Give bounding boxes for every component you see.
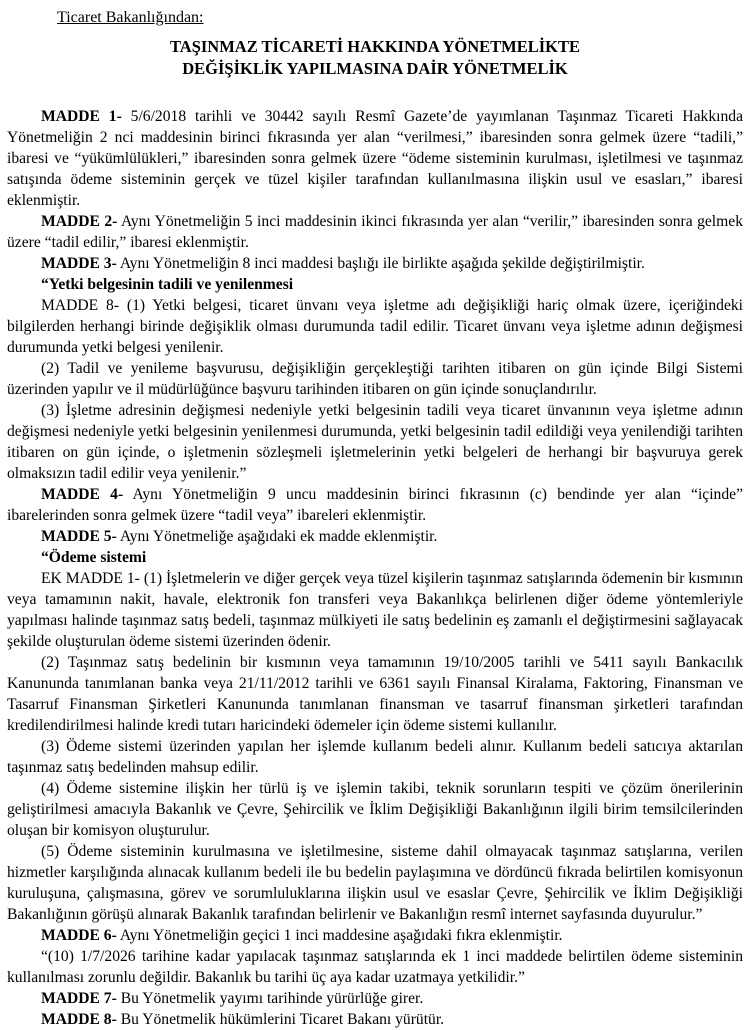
paragraph-text: EK MADDE 1- (1) İşletmelerin ve diğer gerçek veya tüzel kişilerin taşınmaz satışlarında ödemenin bir kısmının veya tamamının nakit, havale, elektronik fon transferi veya Bakanlıkça belirlenen diğer ödeme yöntemleriyle yapılması halinde taşınmaz satış bedeli, taşınmaz mülkiyeti ile satış bedelinin eş zamanlı el değiştirmesini sağlayacak şekilde oluşturulan ödeme sistemi üzerinden ödenir. xyxy=(7,570,743,650)
issuing-authority-text: Ticaret Bakanlığından: xyxy=(57,9,204,26)
article-label: MADDE 7- xyxy=(41,990,117,1007)
paragraph-text: “(10) 1/7/2026 tarihine kadar yapılacak taşınmaz satışlarında ek 1 inci maddede belirtilen ödeme sisteminin kullanılması zorunlu değildir. Bakanlık bu tarihi üç aya kadar uzatmaya yetkilidir.” xyxy=(7,948,743,986)
article-label: MADDE 2- xyxy=(41,213,118,230)
regulation-body xyxy=(7,106,743,1030)
article-label: MADDE 1- xyxy=(41,108,122,125)
paragraph xyxy=(7,925,743,946)
article-label: MADDE 5- xyxy=(41,528,117,545)
paragraph xyxy=(7,547,743,568)
paragraph-text: Aynı Yönetmeliğin geçici 1 inci maddesine aşağıdaki fıkra eklenmiştir. xyxy=(116,927,563,944)
issuing-authority xyxy=(57,8,743,28)
paragraph-text: (5) Ödeme sisteminin kurulmasına ve işletilmesine, sisteme dahil olmayacak taşınmaz satışlarına, verilen hizmetler karşılığında alınacak kullanım bedeli ile bu bedelin paylaşımına ve dördüncü fıkrada belirtilen komisyonun kuruluşuna, çalışmasına, görev ve sorumluluklarına ilişkin usul ve esaslar Çevre, Şehircilik ve İklim Değişikliği Bakanlığının görüşü alınarak Bakanlık tarafından belirlenir ve Bakanlığın resmî internet sayfasında duyurulur.” xyxy=(7,843,743,923)
paragraph xyxy=(7,253,743,274)
paragraph-text: 5/6/2018 tarihli ve 30442 sayılı Resmî Gazete’de yayımlanan Taşınmaz Ticareti Hakkında Yönetmeliğin 2 nci maddesinin birinci fıkrasında yer alan “verilmesi,” ibaresinden sonra gelmek üzere “tadili,” ibaresi ve “yükümlülükleri,” ibaresinden sonra gelmek üzere “ödeme sisteminin kurulması, işletilmesi ve taşınmaz satışında ödeme sisteminin gerçek ve tüzel kişiler tarafından kullanılmasına ilişkin usul ve esasları,” ibaresi eklenmiştir. xyxy=(7,108,743,209)
paragraph-text: Aynı Yönetmeliğe aşağıdaki ek madde eklenmiştir. xyxy=(116,528,438,545)
paragraph xyxy=(7,211,743,253)
paragraph xyxy=(7,652,743,736)
paragraph xyxy=(7,946,743,988)
paragraph-text: (4) Ödeme sistemine ilişkin her türlü iş ve işlemin takibi, teknik sorunların tespiti ve çözüm önerilerinin geliştirilmesi amacıyla Bakanlık ve Çevre, Şehircilik ve İklim Değişikliği Bakanlığının ilgili birim temsilcilerinden oluşan bir komisyon oluşturulur. xyxy=(7,780,743,839)
paragraph-text: MADDE 8- (1) Yetki belgesi, ticaret ünvanı veya işletme adı değişikliği hariç olmak üzere, içeriğindeki bilgilerden herhangi birinde değişiklik olması durumunda tadil edilir. Ticaret ünvanı veya işletme adının değişmesi durumunda yetki belgesi yenilenir. xyxy=(7,297,743,356)
paragraph-text: Bu Yönetmelik hükümlerini Ticaret Bakanı yürütür. xyxy=(116,1011,445,1028)
paragraph xyxy=(7,295,743,358)
paragraph-text: (2) Tadil ve yenileme başvurusu, değişikliğin gerçekleştiği tarihten itibaren on gün içinde Bilgi Sistemi üzerinden yapılır ve il müdürlüğünce başvuru tarihinden itibaren on gün içinde sonuçlandırılır. xyxy=(7,360,743,398)
paragraph-text: Aynı Yönetmeliğin 8 inci maddesi başlığı ile birlikte aşağıda şekilde değiştirilmiştir. xyxy=(116,255,645,272)
paragraph-text: (2) Taşınmaz satış bedelinin bir kısmının veya tamamının 19/10/2005 tarihli ve 5411 sayılı Bankacılık Kanununda tanımlanan banka veya 21/11/2012 tarihli ve 6361 sayılı Finansal Kiralama, Faktoring, Finansman ve Tasarruf Finansman Şirketleri Kanununda tanımlanan finansman ve tasarruf finansman şirketleri tarafından kredilendirilmesi halinde kredi tutarı haricindeki ödemeler için ödeme sistemi kullanılır. xyxy=(7,654,743,734)
article-label: MADDE 8- xyxy=(41,1011,117,1028)
regulation-title xyxy=(7,36,743,80)
paragraph xyxy=(7,274,743,295)
paragraph xyxy=(7,736,743,778)
article-label: “Ödeme sistemi xyxy=(41,549,147,566)
regulation-title-line1: TAŞINMAZ TİCARETİ HAKKINDA YÖNETMELİKTE xyxy=(170,37,580,56)
article-label: MADDE 4- xyxy=(41,486,124,503)
paragraph xyxy=(7,1009,743,1030)
paragraph-text: (3) İşletme adresinin değişmesi nedeniyle yetki belgesinin tadili veya ticaret ünvanının veya işletme adının değişmesi nedeniyle yetki belgesinin yenilenmesi durumunda, yetki belgesinin tadil edildiği veya yenilendiği tarihten itibaren on gün içinde, o işletmenin sözleşmeli işletmelerinin yetki belgeleri de herhangi bir başvuruya gerek olmaksızın tadil edilir veya yenilenir.” xyxy=(7,402,743,482)
paragraph xyxy=(7,484,743,526)
article-label: MADDE 6- xyxy=(41,927,117,944)
regulation-title-line2: DEĞİŞİKLİK YAPILMASINA DAİR YÖNETMELİK xyxy=(182,59,568,78)
paragraph-text: Aynı Yönetmeliğin 5 inci maddesinin ikinci fıkrasında yer alan “verilir,” ibaresinden sonra gelmek üzere “tadil edilir,” ibaresi eklenmiştir. xyxy=(7,213,743,251)
paragraph-text: Bu Yönetmelik yayımı tarihinde yürürlüğe girer. xyxy=(116,990,424,1007)
article-label: MADDE 3- xyxy=(41,255,117,272)
paragraph xyxy=(7,358,743,400)
article-label: “Yetki belgesinin tadili ve yenilenmesi xyxy=(41,276,294,293)
paragraph-text: (3) Ödeme sistemi üzerinden yapılan her işlemde kullanım bedeli alınır. Kullanım bedeli satıcıya aktarılan taşınmaz satış bedelinden mahsup edilir. xyxy=(7,738,743,776)
paragraph xyxy=(7,106,743,211)
paragraph-text: Aynı Yönetmeliğin 9 uncu maddesinin birinci fıkrasının (c) bendinde yer alan “içinde” ibarelerinden sonra gelmek üzere “tadil veya” ibareleri eklenmiştir. xyxy=(7,486,743,524)
paragraph xyxy=(7,841,743,925)
paragraph xyxy=(7,400,743,484)
paragraph xyxy=(7,988,743,1009)
paragraph xyxy=(7,526,743,547)
paragraph xyxy=(7,778,743,841)
paragraph xyxy=(7,568,743,652)
